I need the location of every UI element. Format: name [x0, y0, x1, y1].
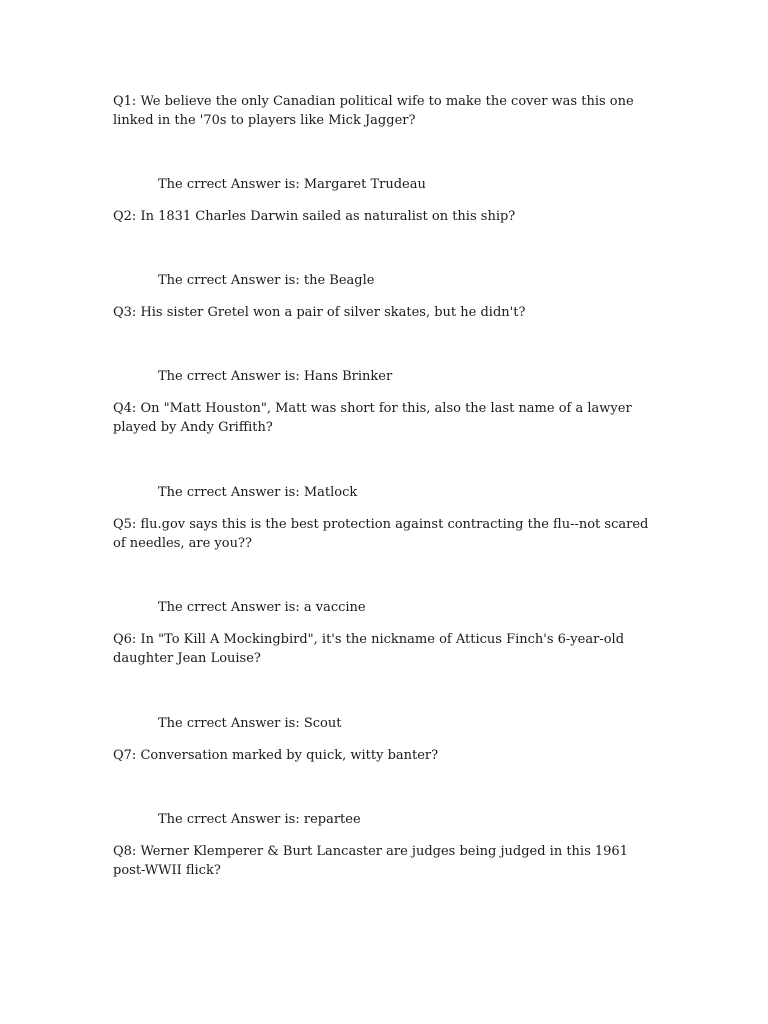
answer-7: The crrect Answer is: repartee	[158, 812, 361, 827]
answer-6: The crrect Answer is: Scout	[158, 716, 342, 731]
question-2: Q2: In 1831 Charles Darwin sailed as naturalist on this ship?	[113, 209, 516, 224]
question-5: Q5: flu.gov says this is the best protection against contracting the flu--not scared of needles, are you??	[113, 517, 649, 551]
answer-4: The crrect Answer is: Matlock	[158, 485, 358, 500]
answer-5: The crrect Answer is: a vaccine	[158, 600, 366, 615]
question-6: Q6: In "To Kill A Mockingbird", it's the nickname of Atticus Finch's 6-year-old daughter Jean Louise?	[113, 632, 625, 666]
question-4: Q4: On "Matt Houston", Matt was short for this, also the last name of a lawyer played by Andy Griffith?	[113, 401, 632, 435]
question-8: Q8: Werner Klemperer & Burt Lancaster are judges being judged in this 1961 post-WWII flick?	[113, 844, 628, 878]
question-1: Q1: We believe the only Canadian political wife to make the cover was this one linked in the '70s to players like Mick Jagger?	[113, 94, 634, 128]
question-3: Q3: His sister Gretel won a pair of silver skates, but he didn't?	[113, 305, 526, 320]
answer-1: The crrect Answer is: Margaret Trudeau	[158, 177, 426, 192]
answer-3: The crrect Answer is: Hans Brinker	[158, 369, 393, 384]
question-7: Q7: Conversation marked by quick, witty banter?	[113, 748, 439, 763]
answer-2: The crrect Answer is: the Beagle	[158, 273, 375, 288]
